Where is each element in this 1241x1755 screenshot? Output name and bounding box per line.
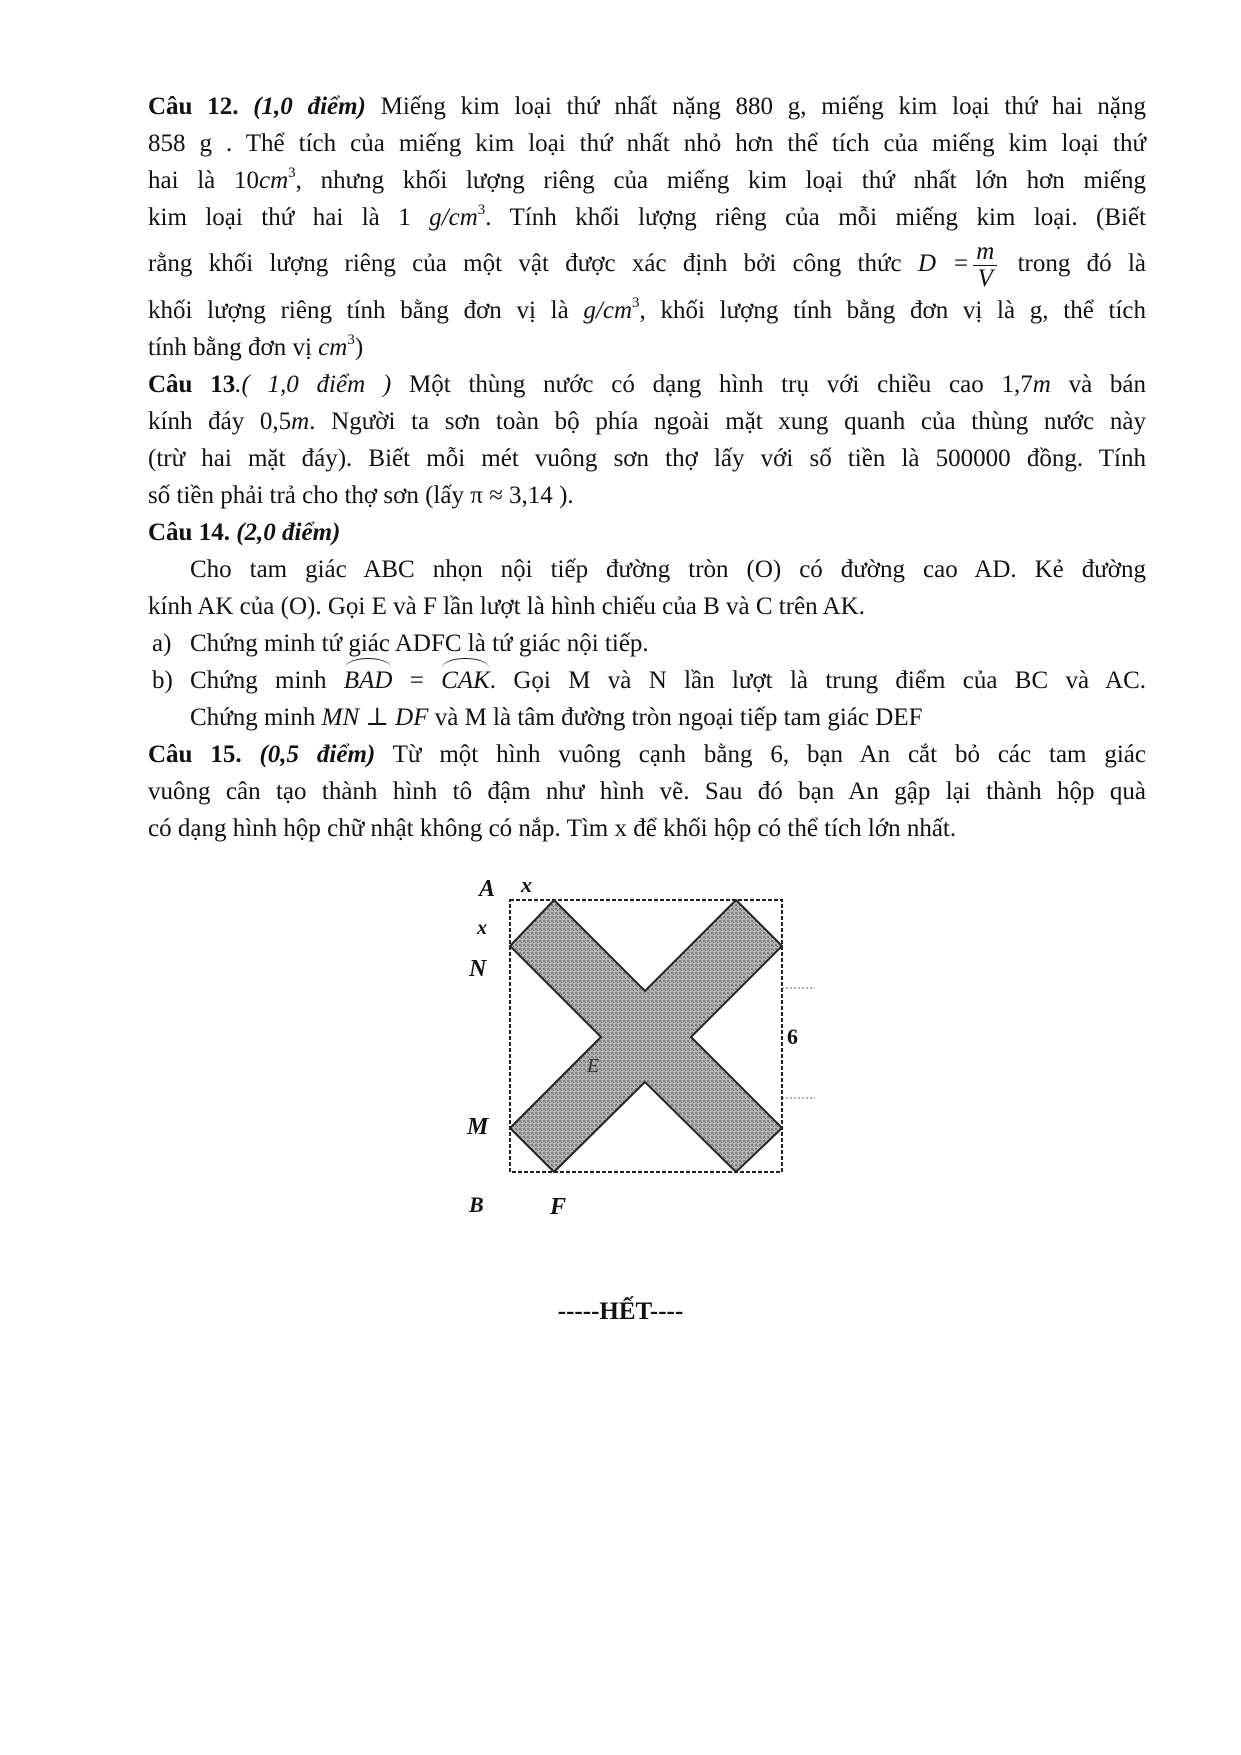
q12-text-7a: tính bằng đơn vị [148,334,312,361]
q13-text-2b: . Người ta sơn toàn bộ phía ngoài mặt xung quanh của thùng nước này [309,408,1147,435]
q13-text-4a: số tiền phải trả cho thợ sơn (lấy [148,482,464,509]
q13-line4 [148,477,1146,514]
formula-lhs: D = [917,250,970,277]
q12-text-6b: , khối lượng tính bằng đơn vị là g, thể tích [639,297,1147,324]
q12-text-5a: rằng khối lượng riêng của một vật được xác định bởi công thức [148,250,902,277]
q12-label: Câu 12. [148,93,239,120]
q13-label: Câu 13 [148,371,236,398]
q12-text-1: Miếng kim loại thứ nhất nặng 880 g, miếng kim loại thứ hai nặng [380,93,1147,120]
label-x-top: x [521,872,532,897]
formula-fraction [973,239,997,292]
q13-height [1001,371,1050,398]
q12-line1 [148,88,1146,125]
q14-b-cont-a: Chứng minh [190,704,316,731]
q14-points: (2,0 điểm) [236,519,341,546]
formula-denominator: V [977,264,993,292]
q12-line2: 858 g . Thể tích của miếng kim loại thứ nhất nhỏ hơn thể tích của miếng kim loại thứ [148,130,1146,157]
angle-eq: = [392,667,442,694]
formula-numerator: m [973,239,997,266]
q14-line1: Cho tam giác ABC nhọn nội tiếp đường tròn (O) có đường cao AD. Kẻ đường [190,556,1146,583]
q14-heading [148,514,1146,551]
q12-volume-diff [234,167,296,194]
label-6: 6 [787,1024,798,1049]
label-x-left: x [477,917,487,939]
q12-unit-density [583,297,639,324]
q12-sup: 3 [632,295,640,311]
q12-density-value: 1 [398,204,411,231]
q14-part-b-cont [148,699,1146,736]
q14-line2: kính AK của (O). Gọi E và F lần lượt là hình chiếu của B và C trên AK. [148,593,865,620]
q12-text-4a: kim loại thứ hai là [148,204,380,231]
q13-radius-value: 0,5 [259,408,292,435]
q12-sup: 3 [288,165,296,181]
q14-part-b-label: b) [152,667,173,694]
q13-line3: (trừ hai mặt đáy). Biết mỗi mét vuông sơn thợ lấy với số tiền là 500000 đồng. Tính [148,445,1146,472]
q12-sup: 3 [347,332,355,348]
q12-points: (1,0 điểm) [253,93,366,120]
q12-text-5b: trong đó là [1017,250,1146,277]
q12-line3 [148,162,1146,199]
label-E: E [587,1055,600,1077]
q12-text-3a: hai là [148,167,216,194]
label-N: N [469,956,487,982]
q14-b-text-b: . Gọi M và N lần lượt là trung điểm của BC và AC. [489,667,1146,694]
q12-density-diff [398,204,485,231]
q13-height-unit: m [1032,371,1051,398]
q12-line7 [148,329,1146,366]
q13-pi-approx: π ≈ 3,14 [470,482,553,509]
q14-label: Câu 14. [148,519,230,546]
q13-text-2a: kính đáy [148,408,245,435]
q12-text-3b: , nhưng khối lượng riêng của miếng kim loại thứ nhất lớn hơn miếng [295,167,1146,194]
q12-volume-unit: cm [258,167,289,194]
box-net-svg [455,868,875,1258]
end-marker: -----HẾT---- [557,1298,684,1325]
q13-text-1b: và bán [1068,371,1147,398]
q15-line2: vuông cân tạo thành hình tô đậm như hình vẽ. Sau đó bạn An gập lại thành hộp quà [148,778,1146,805]
q13-radius [260,408,309,435]
q15-points: (0,5 điểm) [259,741,376,768]
angle-cak: CAK [441,662,490,699]
box-net-figure [455,868,875,1258]
q13-radius-unit: m [291,408,310,435]
q12-volume-value: 10 [233,167,259,194]
q13-text-4b: ). [559,482,574,509]
q12-unit-density-text: g/cm [583,297,633,324]
label-B: B [469,1192,484,1217]
q13-points: .( 1,0 điểm ) [235,371,392,398]
q15-label: Câu 15. [148,741,242,768]
q12-sup: 3 [477,202,486,218]
label-M: M [467,1114,489,1140]
label-F: F [550,1194,567,1220]
q15-line1 [148,736,1146,773]
q15-text-1: Từ một hình vuông cạnh bằng 6, bạn An cắt bỏ các tam giác [392,741,1146,768]
q12-text-4b: . Tính khối lượng riêng của mỗi miếng kim loại. (Biết [485,204,1147,231]
q13-text-1a: Một thùng nước có dạng hình trụ với chiều cao [409,371,984,398]
angle-equation [344,667,490,694]
density-formula [917,237,1001,292]
q12-unit-volume-text: cm [318,334,348,361]
q14-part-b-text [190,662,1146,699]
q14-part-a-text: Chứng minh tứ giác ADFC là tứ giác nội tiếp. [190,630,649,657]
q14-part-b [148,662,1146,699]
q15-line3: có dạng hình hộp chữ nhật không có nắp. Tìm x để khối hộp có thể tích lớn nhất. [148,815,957,842]
q13-line1 [148,366,1146,403]
q12-text-6a: khối lượng riêng tính bằng đơn vị là [148,297,569,324]
q14-part-a [148,625,1146,662]
q12-density-unit: g/cm [429,204,478,231]
q12-text-7b: ) [354,334,364,361]
q14-b-cont-b: và M là tâm đường tròn ngoại tiếp tam giác DEF [434,704,923,731]
exam-page [148,88,1146,847]
q12-line4 [148,199,1146,236]
q13-line2 [148,403,1146,440]
q13-height-value: 1,7 [1001,371,1033,398]
angle-bad: BAD [344,662,393,699]
q12-unit-volume [318,334,355,361]
perp-statement: MN ⊥ DF [321,704,429,731]
x-shape [510,900,782,1172]
label-A: A [479,876,496,902]
q14-b-text-a: Chứng minh [190,667,327,694]
q12-line6 [148,292,1146,329]
q12-line5 [148,236,1146,292]
q14-part-a-label: a) [152,630,172,657]
